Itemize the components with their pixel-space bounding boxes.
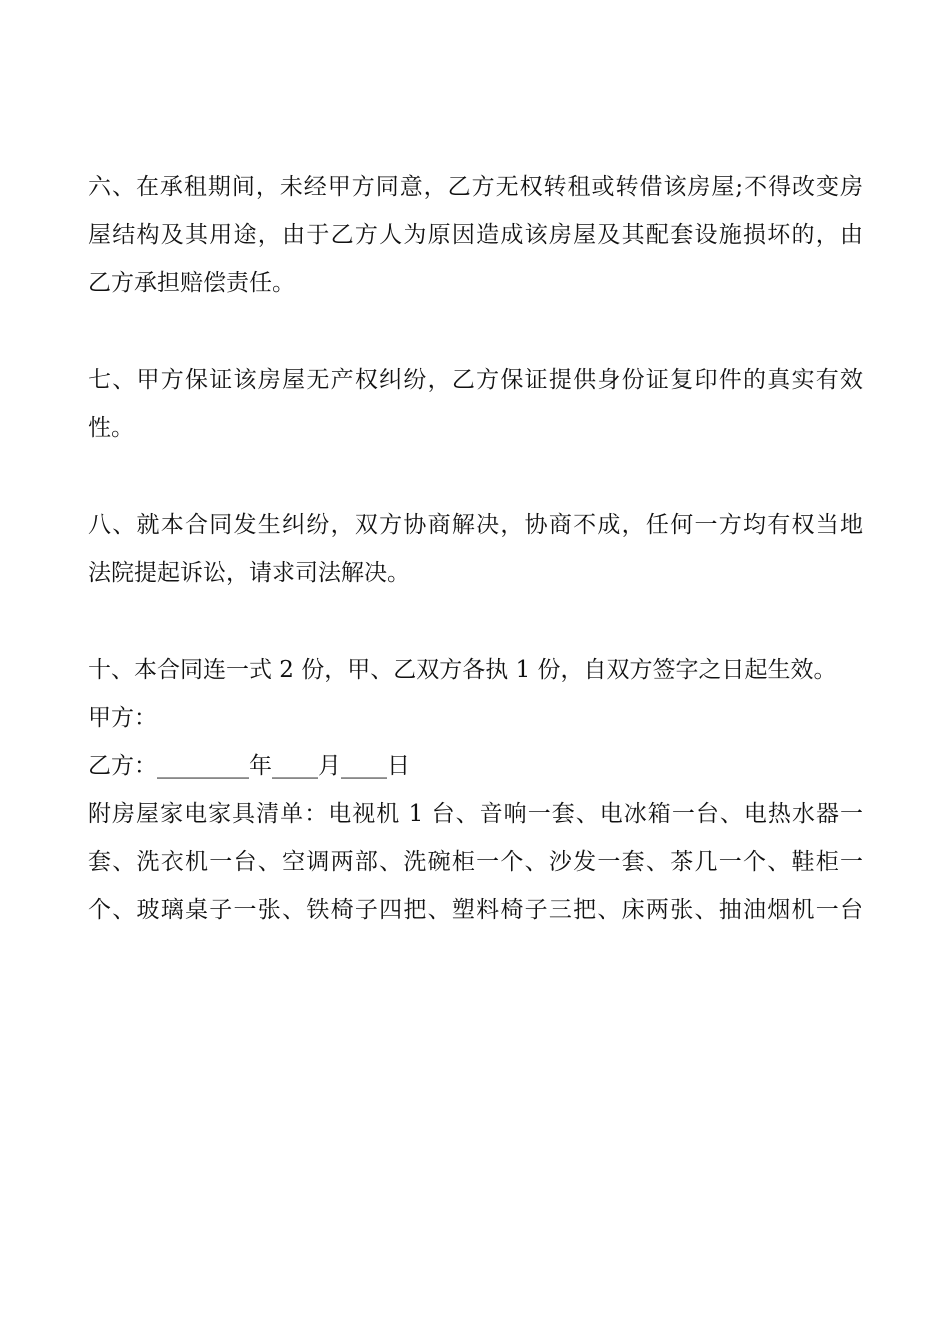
clause-7-line-2: 性。 [88,415,134,441]
appendix-line-3: 个、玻璃桌子一张、铁椅子四把、塑料椅子三把、床两张、抽油烟机一台 [88,897,863,923]
document-body [88,163,863,934]
clause-8-line-2: 法院提起诉讼，请求司法解决。 [88,560,410,586]
clause-7 [88,356,863,452]
clause-6-line-3: 乙方承担赔偿责任。 [88,270,295,296]
appendix-furniture-list [88,790,863,934]
clause-6-line-2: 屋结构及其用途，由于乙方人为原因造成该房屋及其配套设施损坏的，由 [88,222,863,248]
appendix-line-1: 附房屋家电家具清单：电视机 1 台、音响一套、电冰箱一台、电热水器一 [88,801,863,827]
clause-10: 十、本合同连一式 2 份，甲、乙双方各执 1 份，自双方签字之日起生效。 [88,657,837,683]
party-b-signature-date: 乙方：________年____月____日 [88,753,410,779]
clause-6-line-1: 六、在承租期间，未经甲方同意，乙方无权转租或转借该房屋;不得改变房 [88,174,863,200]
paragraph-gap [88,597,863,646]
paragraph-gap [88,452,863,501]
clause-6 [88,163,863,307]
party-a-signature: 甲方： [88,705,157,731]
paragraph-gap [88,307,863,356]
appendix-line-2: 套、洗衣机一台、空调两部、洗碗柜一个、沙发一套、茶几一个、鞋柜一 [88,849,863,875]
clause-7-line-1: 七、甲方保证该房屋无产权纠纷，乙方保证提供身份证复印件的真实有效 [88,367,863,393]
clause-8-line-1: 八、就本合同发生纠纷，双方协商解决，协商不成，任何一方均有权当地 [88,512,863,538]
clause-8 [88,501,863,597]
